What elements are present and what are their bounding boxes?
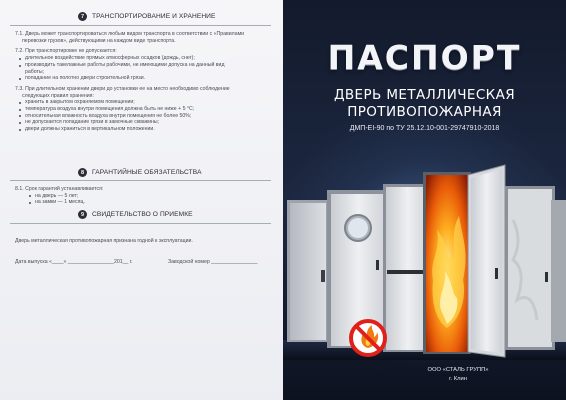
list-item: хранить в закрытом охраняемом помещении; xyxy=(15,99,273,106)
paragraph-intro: 7.3. При длительном хранении двери до установки ее на место необходимо соблюдение xyxy=(15,85,230,92)
list-item: температура воздуха внутри помещения должна быть не ниже + 5 °С; xyxy=(15,106,273,113)
divider xyxy=(10,25,271,26)
acceptance-statement: Дверь металлическая противопожарная признана годной к эксплуатации. xyxy=(15,238,193,244)
serial-number-field: Заводской номер ________________ xyxy=(168,259,258,265)
paragraph-intro: 8.1. Срок гарантий устанавливается: xyxy=(15,186,104,192)
paragraph-intro: 7.2. При транспортировке не допускается: xyxy=(15,48,117,55)
divider xyxy=(10,223,271,224)
cover-subtitle-line1: ДВЕРЬ МЕТАЛЛИЧЕСКАЯ xyxy=(333,87,516,103)
doors-illustration xyxy=(283,160,566,360)
paragraph-line: 7.1. Дверь может транспортироваться любым видом транспорта в соответствии с «Правилами xyxy=(15,31,245,37)
cover-subtitle-line2: ПРОТИВОПОЖАРНАЯ xyxy=(347,104,502,120)
section7-body xyxy=(15,31,273,133)
list-item: длительное воздействие прямых атмосферных осадков (дождь, снег); xyxy=(15,55,273,62)
steel-door-icon xyxy=(505,186,555,350)
section9-header xyxy=(78,210,193,219)
list-item: относительная влажность воздуха внутри помещения не более 50%; xyxy=(15,113,273,120)
list-item: на замки — 1 месяц. xyxy=(25,199,273,206)
steel-door-icon xyxy=(551,200,566,342)
section-number-badge: 8 xyxy=(78,168,87,177)
list-item: попадание на полотно двери строительной грязи. xyxy=(15,75,273,82)
paragraph-intro: следующих правил хранения: xyxy=(22,92,94,99)
section8-header xyxy=(78,168,202,177)
release-date-field: Дата выпуска «____» ________________201__ г. xyxy=(15,259,133,265)
list-item: производить такелажные работы рабочими, не имеющими допуска на данный вид xyxy=(15,62,273,69)
paragraph-line: перевозки грузов», действующими на каждом виде транспорта. xyxy=(22,37,176,44)
cover-title: ПАСПОРТ xyxy=(327,38,522,77)
divider xyxy=(10,180,271,181)
company-name: ООО «СТАЛЬ ГРУПП» xyxy=(427,367,489,373)
list-item-continuation: работы; xyxy=(25,68,45,75)
section7-header xyxy=(78,12,216,21)
city-name: г. Клин xyxy=(449,376,467,382)
section-number-badge: 9 xyxy=(78,210,87,219)
section-number-badge: 7 xyxy=(78,12,87,21)
model-code: ДМП-EI-90 по ТУ 25.12.10-001-29747910-2018 xyxy=(349,125,500,132)
section-title: ТРАНСПОРТИРОВАНИЕ И ХРАНЕНИЕ xyxy=(92,13,216,20)
steel-door-icon xyxy=(287,200,329,342)
list-item: не допускается попадание грязи в замочные скважины; xyxy=(15,119,273,126)
fire-icon xyxy=(423,172,471,354)
section-title: СВИДЕТЕЛЬСТВО О ПРИЕМКЕ xyxy=(92,211,193,218)
list-item: на дверь — 5 лет; xyxy=(25,193,273,200)
list-item: двери должны храниться в вертикальном положении. xyxy=(15,126,273,133)
section-title: ГАРАНТИЙНЫЕ ОБЯЗАТЕЛЬСТВА xyxy=(92,169,202,176)
steel-door-icon xyxy=(468,165,505,357)
section8-body xyxy=(15,186,273,206)
right-page-cover xyxy=(283,0,566,400)
no-fire-sign-icon xyxy=(351,321,385,355)
